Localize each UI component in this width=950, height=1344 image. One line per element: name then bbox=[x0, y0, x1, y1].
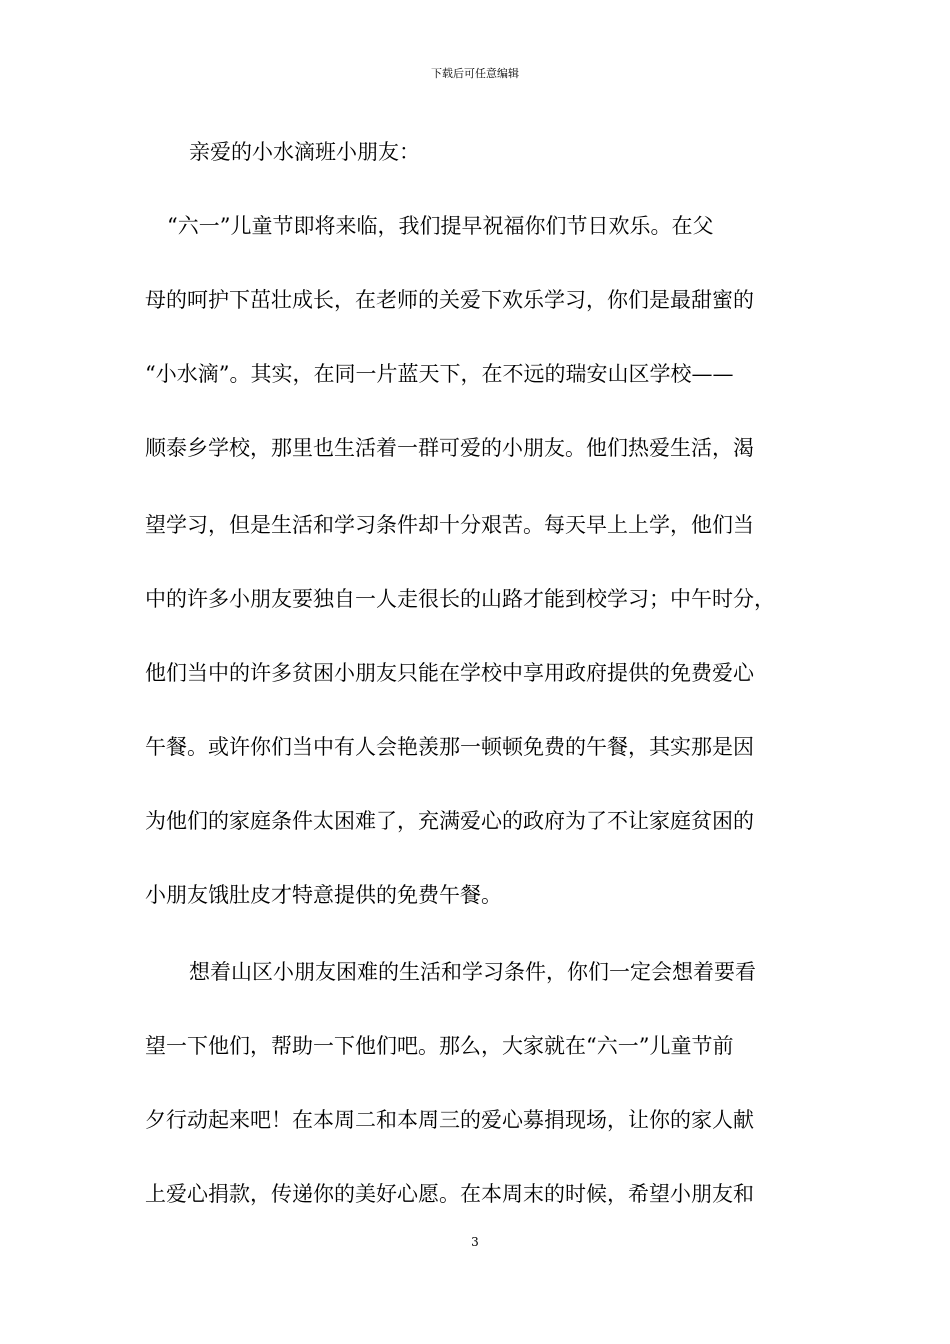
body-line: 他们当中的许多贫困小朋友只能在学校中享用政府提供的免费爱心 bbox=[145, 661, 754, 685]
body-line: “小水滴”。其实，在同一片蓝天下，在不远的瑞安山区学校—— bbox=[145, 362, 734, 386]
salutation-line: 亲爱的小水滴班小朋友： bbox=[189, 140, 420, 164]
body-line: 想着山区小朋友困难的生活和学习条件，你们一定会想着要看 bbox=[189, 960, 756, 984]
body-line: 上爱心捐款，传递你的美好心愿。在本周末的时候，希望小朋友和 bbox=[145, 1182, 754, 1206]
body-line: 望学习，但是生活和学习条件却十分艰苦。每天早上上学，他们当 bbox=[145, 513, 754, 537]
body-line: 为他们的家庭条件太困难了，充满爱心的政府为了不让家庭贫困的 bbox=[145, 809, 754, 833]
body-line: 中的许多小朋友要独自一人走很长的山路才能到校学习；中午时分， bbox=[145, 587, 775, 611]
body-line: 母的呵护下茁壮成长，在老师的关爱下欢乐学习，你们是最甜蜜的 bbox=[145, 288, 754, 312]
body-line: “六一”儿童节即将来临，我们提早祝福你们节日欢乐。在父 bbox=[167, 214, 714, 238]
body-line: 夕行动起来吧！在本周二和本周三的爱心募捐现场，让你的家人献 bbox=[145, 1108, 754, 1132]
body-line: 小朋友饿肚皮才特意提供的免费午餐。 bbox=[145, 883, 502, 907]
page-number: 3 bbox=[471, 1235, 479, 1249]
page-header: 下载后可任意编辑 bbox=[431, 67, 519, 80]
body-line: 望一下他们，帮助一下他们吧。那么，大家就在“六一”儿童节前 bbox=[145, 1034, 734, 1058]
body-line: 午餐。或许你们当中有人会艳羡那一顿顿免费的午餐，其实那是因 bbox=[145, 735, 754, 759]
body-line: 顺泰乡学校，那里也生活着一群可爱的小朋友。他们热爱生活，渴 bbox=[145, 436, 754, 460]
